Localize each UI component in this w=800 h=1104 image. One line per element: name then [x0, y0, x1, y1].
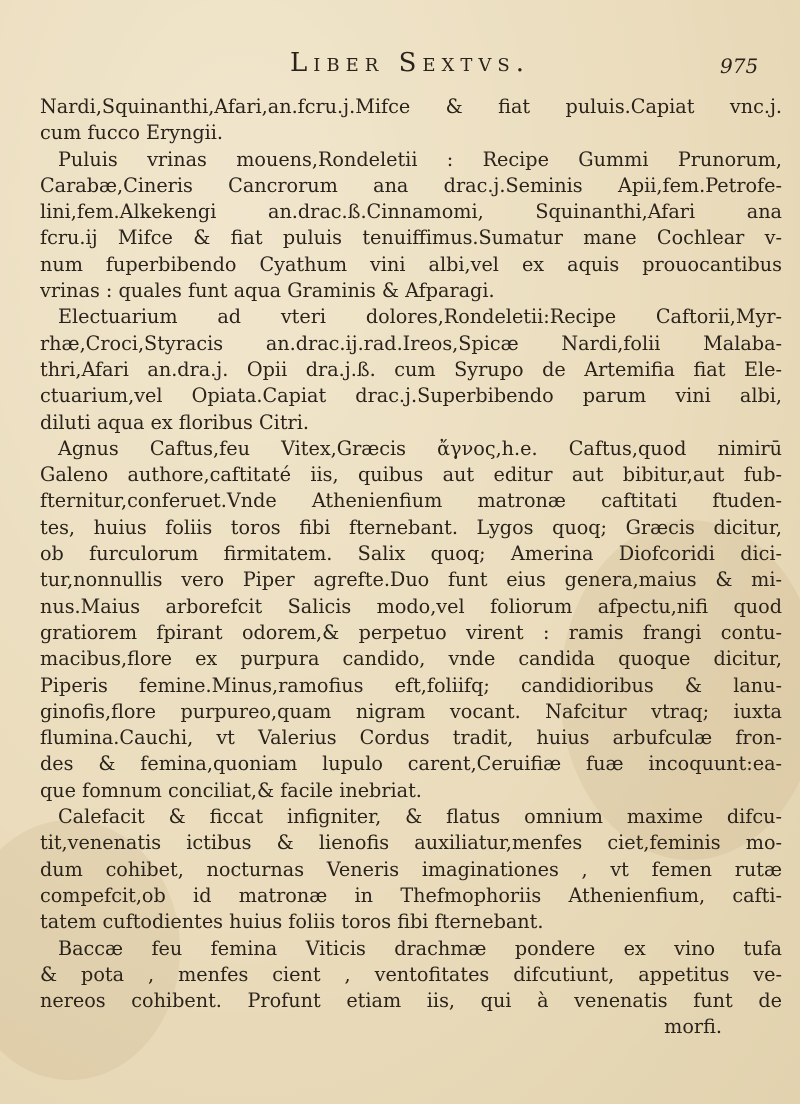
text-line: Carabæ,Cineris Cancrorum ana drac.j.Seminis Apii,fem.Petrofe-: [40, 173, 782, 197]
text-line: & pota , menfes cient , ventofitates difcutiunt, appetitus ve-: [40, 962, 782, 986]
text-line: fternitur,conferuet.Vnde Athenienfium matronæ caftitati ftuden-: [40, 489, 782, 513]
text-line: flumina.Cauchi, vt Valerius Cordus tradit, huius arbufculæ fron-: [40, 726, 782, 750]
text-line: cum fucco Eryngii.: [40, 121, 224, 145]
text-line: gratiorem fpirant odorem,& perpetuo virent : ramis frangi contu-: [40, 620, 782, 644]
text-line: Calefacit & ficcat infigniter, & flatus omnium maxime difcu-: [58, 805, 782, 829]
text-line: macibus,flore ex purpura candido, vnde candida quoque dicitur,: [40, 647, 782, 671]
text-line: compefcit,ob id matronæ in Thefmophoriis Athenienfium, cafti-: [40, 883, 782, 907]
text-line: diluti aqua ex floribus Citri.: [40, 410, 309, 434]
page-number: 975: [720, 54, 759, 78]
text-line: Piperis femine.Minus,ramofius eft,foliifq; candidioribus & lanu-: [40, 673, 782, 697]
text-line: morfi.: [664, 1015, 722, 1039]
text-line: Nardi,Squinanthi,Afari,an.fcru.j.Mifce & fiat puluis.Capiat vnc.j.: [40, 95, 782, 118]
text-line: ctuarium,vel Opiata.Capiat drac.j.Superbibendo parum vini albi,: [40, 384, 782, 408]
body-text: [40, 94, 782, 1041]
text-line: tur,nonnullis vero Piper agrefte.Duo funt eius genera,maius & mi-: [40, 568, 782, 592]
text-line: lini,fem.Alkekengi an.drac.ß.Cinnamomi, Squinanthi,Afari ana: [40, 200, 782, 224]
text-line: thri,Afari an.dra.j. Opii dra.j.ß. cum Syrupo de Artemifia fiat Ele-: [40, 357, 782, 381]
text-line: num fuperbibendo Cyathum vini albi,vel ex aquis prouocantibus: [40, 252, 782, 276]
text-line: ob furculorum firmitatem. Salix quoq; Amerina Diofcoridi dici-: [40, 542, 782, 566]
text-line: que fomnum conciliat,& facile inebriat.: [40, 778, 422, 802]
text-line: nereos cohibent. Profunt etiam iis, qui à venenatis funt de: [40, 989, 782, 1013]
text-line: Agnus Caftus,feu Vitex,Græcis ἄγνος,h.e. Caftus,quod nimirū: [58, 436, 782, 460]
text-line: fcru.ij Mifce & fiat puluis tenuiffimus.Sumatur mane Cochlear v-: [40, 226, 782, 250]
text-line: Baccæ feu femina Viticis drachmæ pondere ex vino tufa: [58, 936, 782, 960]
text-line: Puluis vrinas mouens,Rondeletii : Recipe Gummi Prunorum,: [58, 147, 782, 171]
text-line: Electuarium ad vteri dolores,Rondeletii:Recipe Caftorii,Myr-: [58, 305, 782, 329]
text-line: rhæ,Croci,Styracis an.drac.ij.rad.Ireos,Spicæ Nardi,folii Malaba-: [40, 331, 782, 355]
running-title: Liber Sextvs.: [290, 48, 530, 78]
text-line: dum cohibet, nocturnas Veneris imaginationes , vt femen rutæ: [40, 857, 782, 881]
text-line: ginofis,flore purpureo,quam nigram vocant. Nafcitur vtraq; iuxta: [40, 699, 782, 723]
page-header: [0, 42, 800, 92]
text-line: tes, huius foliis toros fibi fternebant. Lygos quoq; Græcis dicitur,: [40, 515, 782, 539]
text-line: Galeno authore,caftitaté iis, quibus aut editur aut bibitur,aut fub-: [40, 463, 782, 487]
text-line: vrinas : quales funt aqua Graminis & Afparagi.: [40, 279, 495, 303]
text-line: tit,venenatis ictibus & lienofis auxiliatur,menfes ciet,feminis mo-: [40, 831, 782, 855]
text-line: nus.Maius arborefcit Salicis modo,vel foliorum afpectu,nifi quod: [40, 594, 782, 618]
text-line: des & femina,quoniam lupulo carent,Ceruifiæ fuæ incoquunt:ea-: [40, 752, 782, 776]
text-line: tatem cuftodientes huius foliis toros fibi fternebant.: [40, 910, 544, 934]
